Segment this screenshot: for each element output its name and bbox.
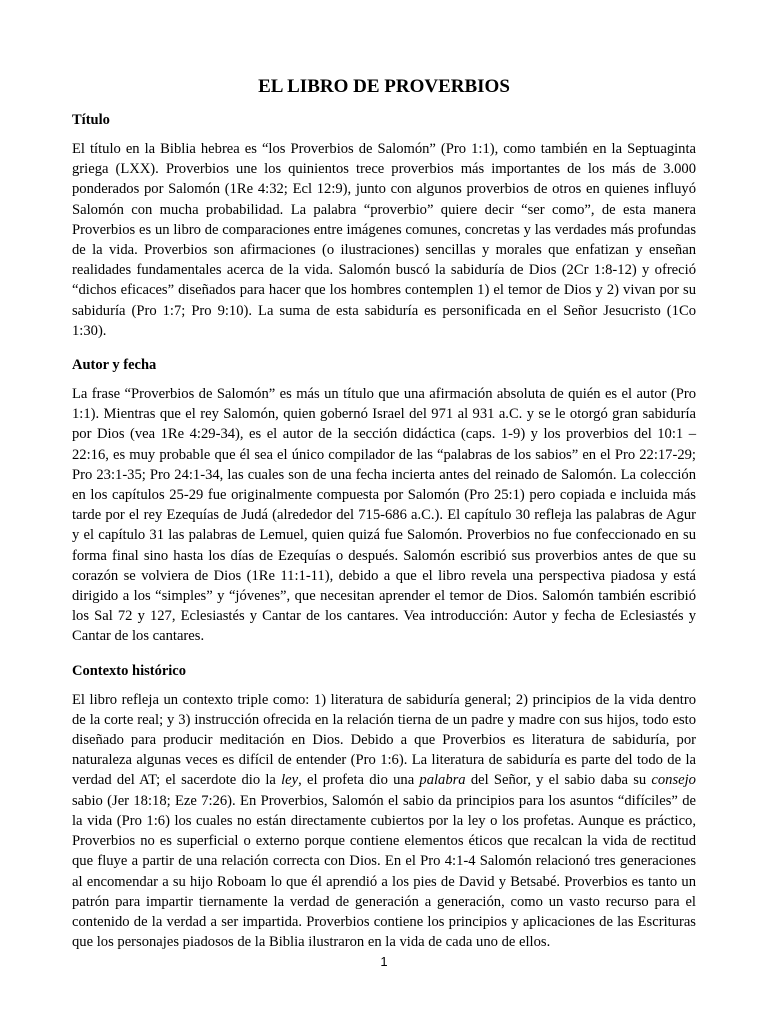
section-heading-autor-y-fecha: Autor y fecha xyxy=(72,357,157,374)
section-heading-contexto-historico: Contexto histórico xyxy=(72,662,186,679)
page-number: 1 xyxy=(380,954,388,969)
text-run: El libro refleja un contexto triple como: 1) literatura de sabiduría general; 2) principios de la vida dentro de la corte real; y 3) instrucción ofrecida en la relación tierna de un padre y madre con sus hijos, todo esto diseñado para producir meditación en Dios. Debido a que Proverbios es literatura de sabiduría, por naturaleza algunas veces es difícil de entender (Pro 1:6). La literatura de sabiduría es parte del todo de la verdad del AT; el sacerdote dio la xyxy=(72,691,696,789)
text-run: La frase “Proverbios de Salomón” es más un título que una afirmación absoluta de quién es el autor (Pro 1:1). Mientras que el rey Salomón, quien gobernó Israel del 971 al 931 a.C. y se le otorgó gran sabiduría por Dios (vea 1Re 4:29-34), es el autor de la sección didáctica (caps. 1-9) y los proverbios del 10:1 – 22:16, es muy probable que él sea el único compilador de las “palabras de los sabios” en el Pro 22:17-29; Pro 23:1-35; Pro 24:1-34, las cuales son de una fecha incierta antes del reinado de Salomón. La colección en los capítulos 25-29 fue originalmente compuesta por Salomón (Pro 25:1) pero copiada e incluida más tarde por el rey Ezequías de Judá (alrededor del 715-686 a.C.). El capítulo 30 refleja las palabras de Agur y el capítulo 31 las palabras de Lemuel, quien quizá fue Salomón. Proverbios no fue confeccionado en su forma final sino hasta los días de Ezequías o después. Salomón escribió sus proverbios antes de que su corazón se volviera de Dios (1Re 11:1-11), debido a que el libro revela una perspectiva piadosa y está dirigido a los “simples” y “jóvenes”, que necesitan aprender el temor de Dios. Salomón también escribió los Sal 72 y 127, Eclesiastés y Cantar de los cantares. Vea introducción: Autor y fecha de Eclesiastés y Cantar de los cantares. xyxy=(72,386,696,645)
section-paragraph-contexto-historico xyxy=(72,690,696,953)
document-page xyxy=(72,74,696,966)
text-run: El título en la Biblia hebrea es “los Proverbios de Salomón” (Pro 1:1), como también en la Septuaginta griega (LXX). Proverbios une los quinientos trece proverbios más importantes de los más de 3.000 ponderados por Salomón (1Re 4:32; Ecl 12:9), junto con algunos proverbios de otros en quienes influyó Salomón con mucha probabilidad. La palabra “proverbio” quiere decir “ser como”, de esta manera Proverbios es un libro de comparaciones entre imágenes comunes, concretas y las verdades más profundas de la vida. Proverbios son afirmaciones (o ilustraciones) sencillas y morales que enfatizan y enseñan realidades fundamentales acerca de la vida. Salomón buscó la sabiduría de Dios (2Cr 1:8-12) y ofreció “dichos eficaces” diseñados para hacer que los hombres contemplen 1) el temor de Dios y 2) vivan por su sabiduría (Pro 1:7; Pro 9:10). La suma de esta sabiduría es personificada en el Señor Jesucristo (1Co 1:30). xyxy=(72,141,696,339)
text-run: sabio (Jer 18:18; Eze 7:26). En Proverbios, Salomón el sabio da principios para los asuntos “difíciles” de la vida (Pro 1:6) los cuales no están directamente cubiertos por la ley o los profetas. Aunque es práctico, Proverbios no es superficial o externo porque contiene elementos éticos que recalcan la vida de rectitud que fluye a partir de una relación correcta con Dios. En el Pro 4:1-4 Salomón relacionó tres generaciones al encomendar a su hijo Roboam lo que él aprendió a los pies de David y Betsabé. Proverbios es tanto un patrón para impartir tiernamente la verdad de generación a generación, como un vasto recurso para el contenido de la verdad a ser impartida. Proverbios contiene los principios y aplicaciones de las Escrituras que los personajes piadosos de la Biblia ilustraron en la vida de cada uno de ellos. xyxy=(72,792,696,951)
document-title: EL LIBRO DE PROVERBIOS xyxy=(258,76,510,97)
italic-word-ley: ley xyxy=(281,772,299,789)
section-heading-titulo: Título xyxy=(72,112,110,128)
section-paragraph-autor-y-fecha xyxy=(72,384,696,647)
section-paragraph-titulo xyxy=(72,139,696,341)
text-run: , el profeta dio una xyxy=(298,772,420,789)
text-run: del Señor, y el sabio daba su xyxy=(465,772,652,789)
italic-word-palabra: palabra xyxy=(419,772,466,789)
italic-word-consejo: consejo xyxy=(651,772,696,789)
